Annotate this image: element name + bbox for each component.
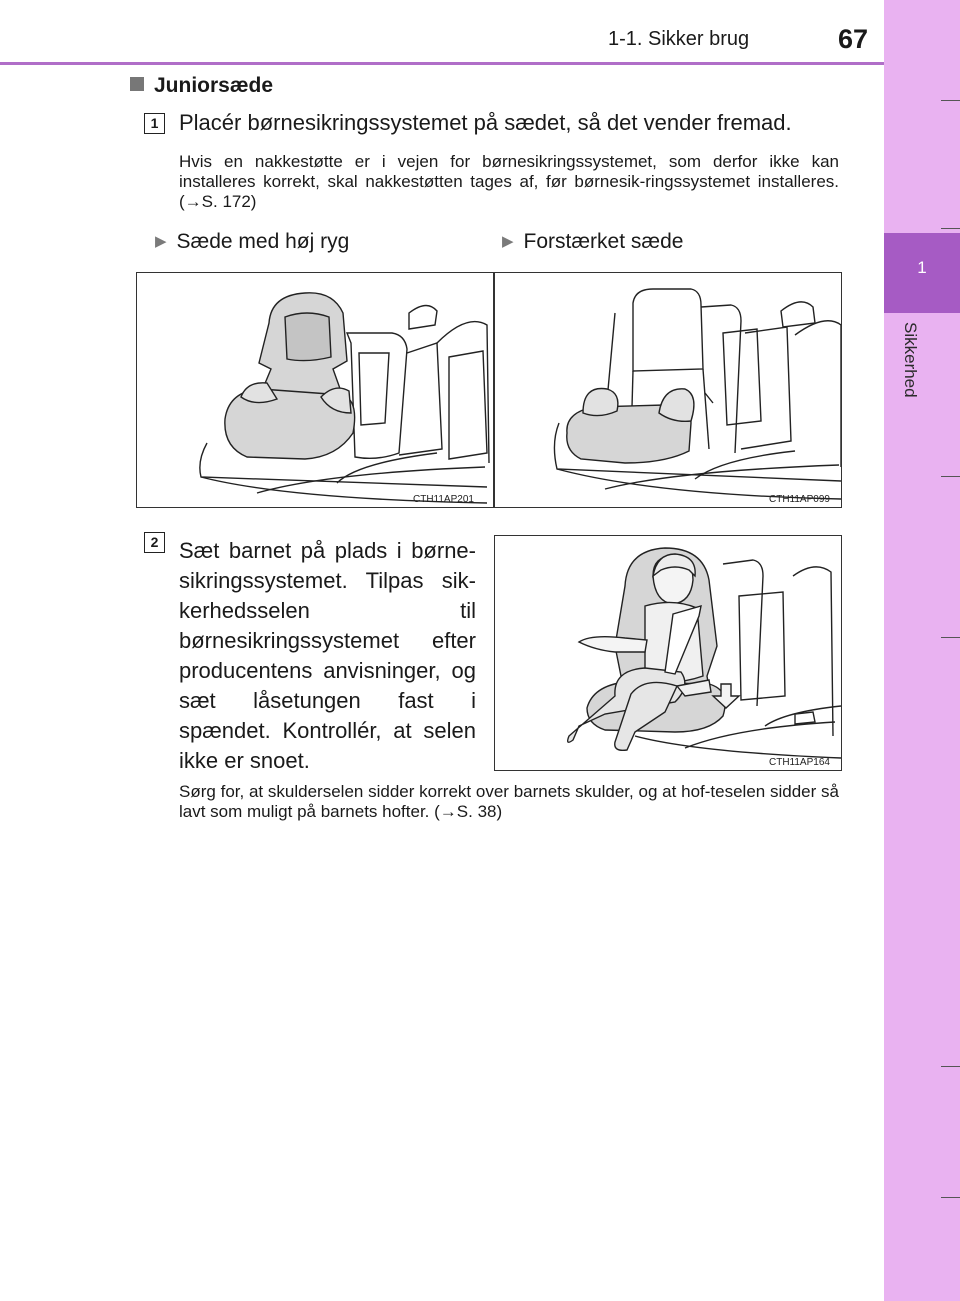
figure-child-in-seat (494, 535, 842, 771)
option-label-text: Forstærket sæde (523, 230, 684, 253)
option-label-text: Sæde med høj ryg (176, 230, 350, 253)
figure-booster-seat (494, 272, 842, 508)
booster-seat-illustration (495, 273, 842, 508)
chapter-side-tab (884, 0, 960, 1301)
step-1-text: Placér børnesikringssystemet på sædet, så det vender fremad. (179, 110, 792, 135)
section-title: 1-1. Sikker brug (608, 28, 750, 50)
square-bullet-icon (130, 77, 144, 91)
tab-tick-mark (941, 1197, 960, 1198)
section-heading-text: Juniorsæde (154, 74, 274, 97)
figure-id-label: CTH11AP099 (769, 494, 830, 505)
option-label-booster (502, 230, 683, 254)
triangle-bullet-icon: ▶ (155, 233, 167, 250)
high-back-seat-illustration (137, 273, 494, 508)
page-number: 67 (838, 24, 869, 54)
tab-tick-mark (941, 100, 960, 101)
step-2-badge: 2 (144, 532, 165, 553)
option-label-high-back (155, 230, 349, 254)
tab-tick-mark (941, 228, 960, 229)
tab-tick-mark (941, 637, 960, 638)
step-2-text: Sæt barnet på plads i børne-sikringssystemet. Tilpas sik-kerhedsselen til børnesikringssystemet efter producentens anvisninger, og sæt låsetungen fast i spændet. Kontrollér, at selen ikke er snoet. (179, 538, 476, 773)
section-heading (130, 74, 273, 98)
step-1-badge: 1 (144, 113, 165, 134)
tab-tick-mark (941, 476, 960, 477)
triangle-bullet-icon: ▶ (502, 233, 514, 250)
figure-high-back-seat (136, 272, 494, 508)
chapter-number: 1 (917, 258, 927, 277)
tab-tick-mark (941, 1066, 960, 1067)
header-rule (0, 62, 884, 65)
chapter-title: Sikkerhed (901, 322, 920, 398)
step-2-note: Sørg for, at skulderselen sidder korrekt over barnets skulder, og at hof-teselen sidder så lavt som muligt på barnets hofter. (→S. 38) (179, 782, 839, 821)
child-in-seat-illustration (495, 536, 842, 771)
figure-id-label: CTH11AP164 (769, 757, 830, 768)
figure-id-label: CTH11AP201 (413, 494, 474, 505)
step-1-note: Hvis en nakkestøtte er i vejen for børnesikringssystemet, som derfor ikke kan installeres korrekt, skal nakkestøtten tages af, før børnesik-ringssystemet installeres. (→S. 172) (179, 152, 839, 211)
